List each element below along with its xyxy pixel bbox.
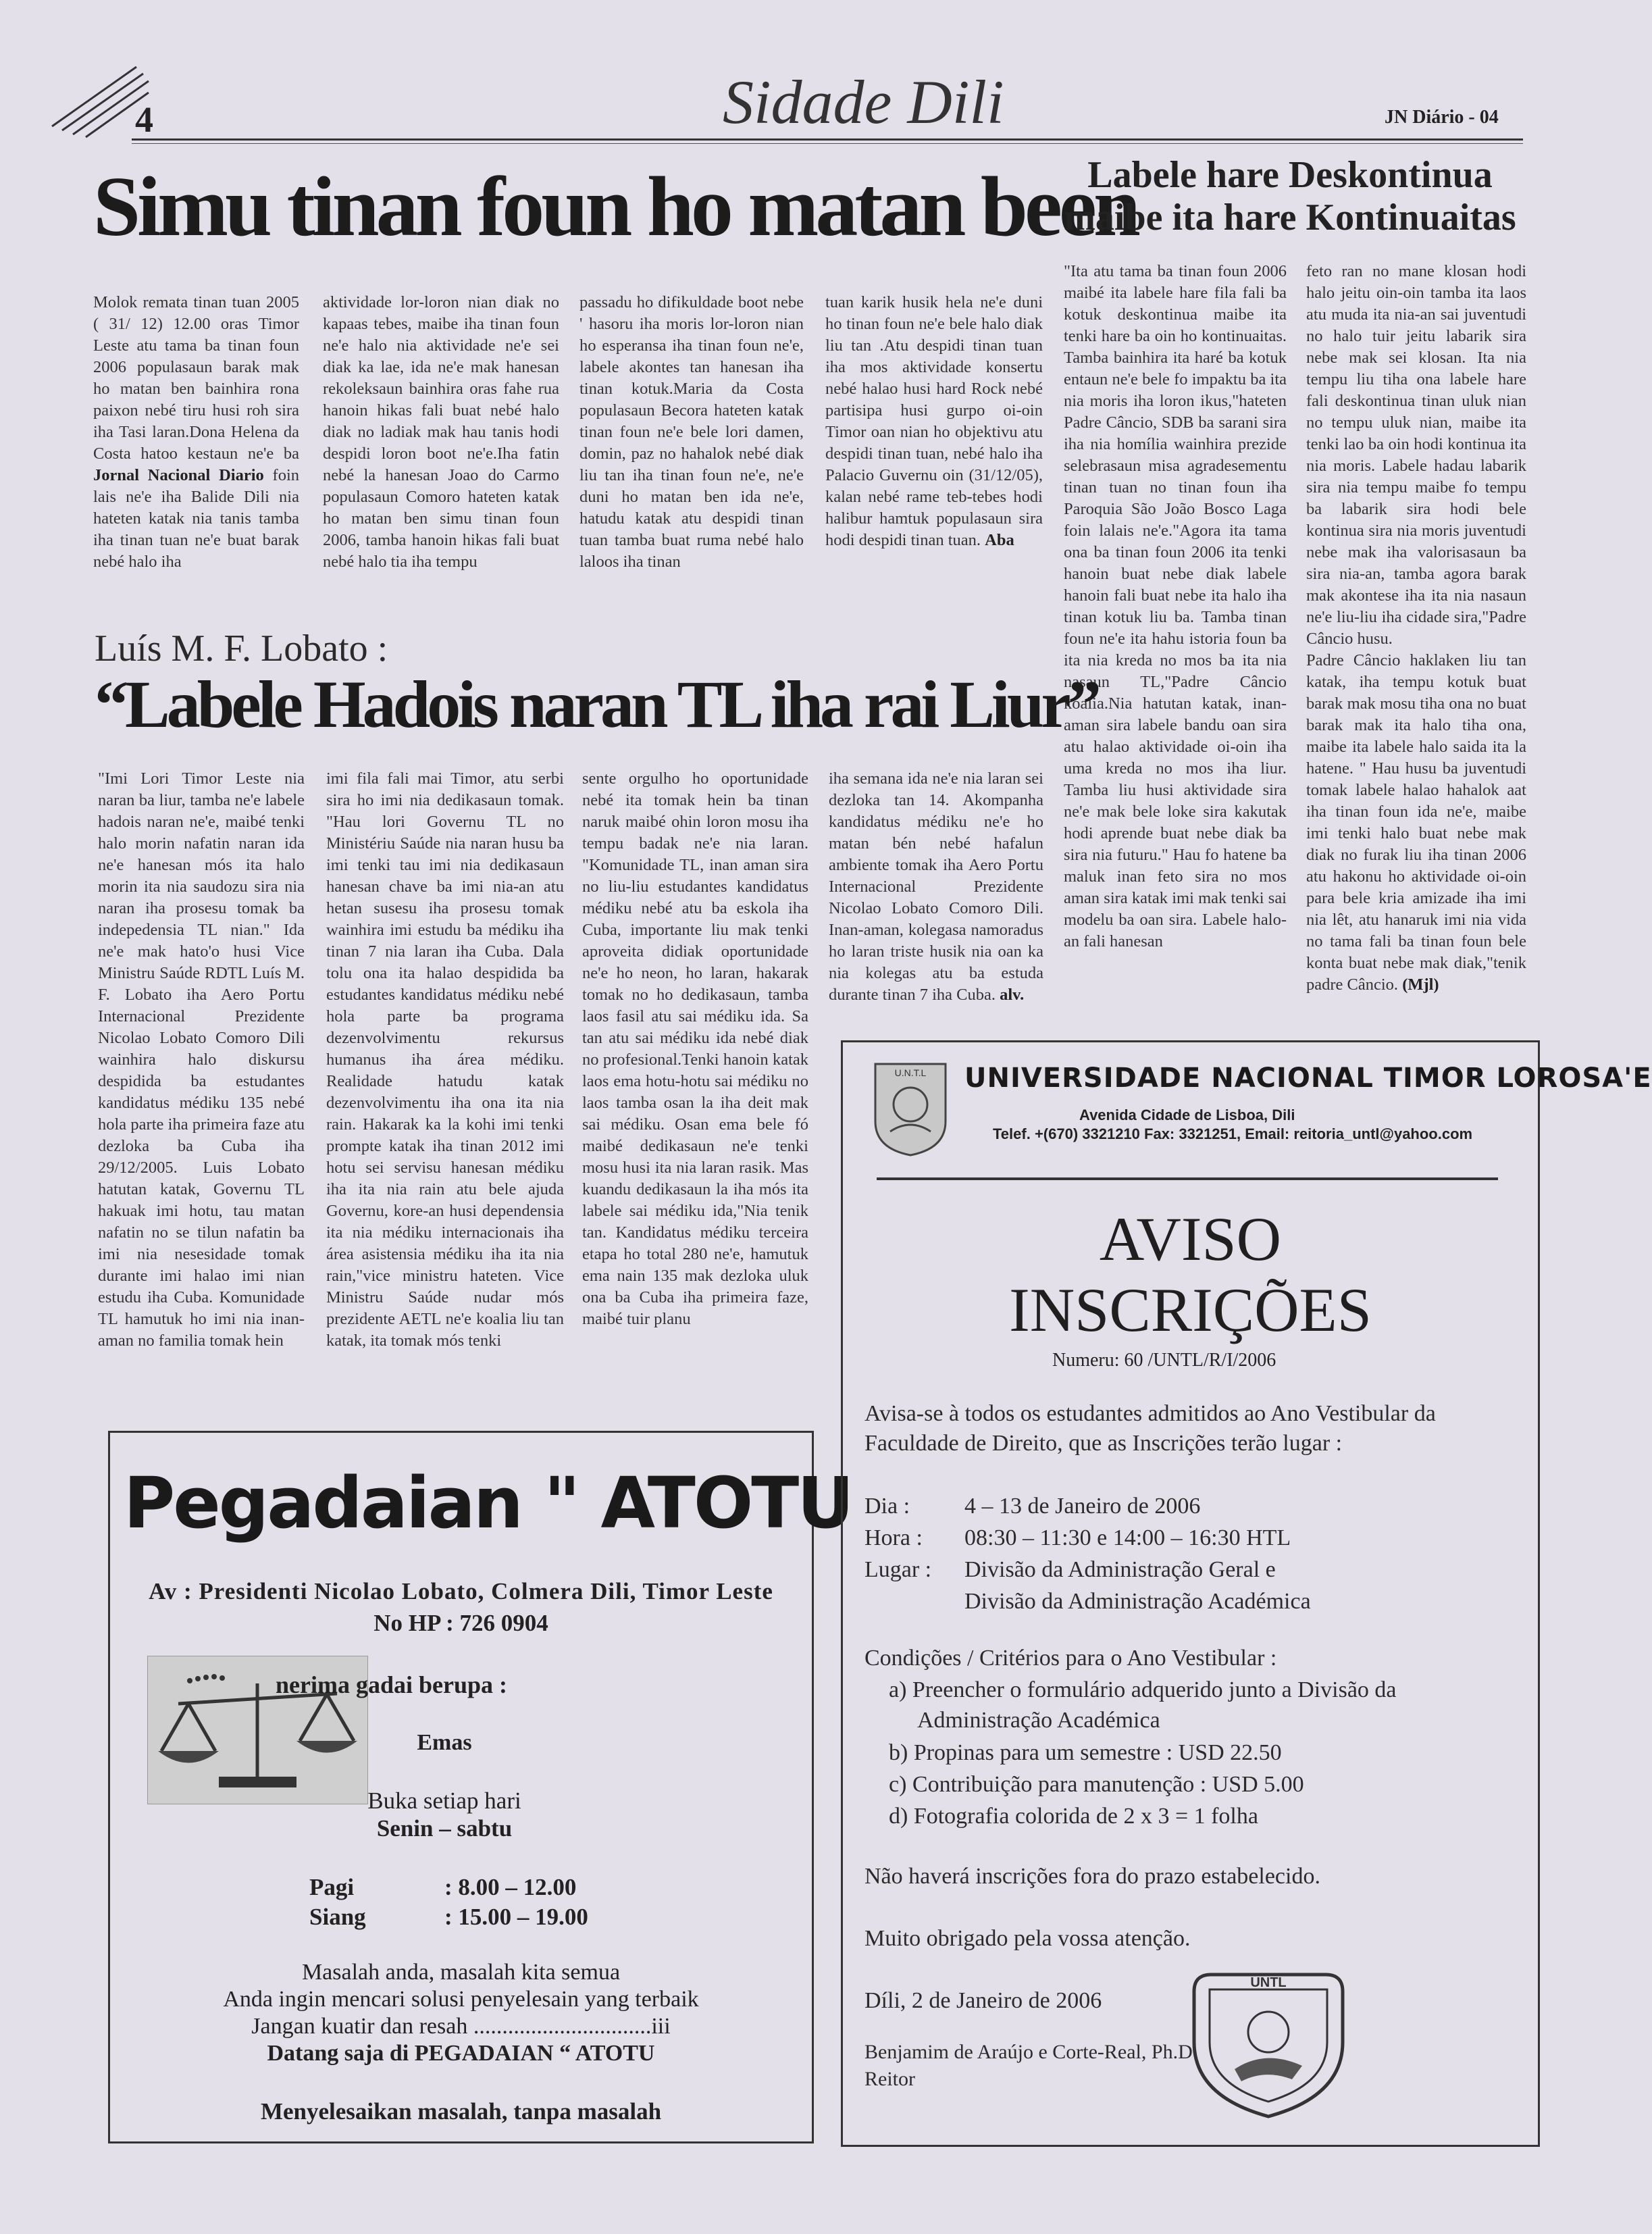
- condition-a-cont: Administração Académica: [917, 1708, 1160, 1733]
- notice-deadline: Não haverá inscrições fora do prazo estabelecido.: [864, 1864, 1320, 1889]
- university-contact: Telef. +(670) 3321210 Fax: 3321251, Email: reitoria_untl@yahoo.com: [993, 1125, 1473, 1142]
- university-seal-icon: [870, 1057, 951, 1159]
- notice-intro: Avisa-se à todos os estudantes admitidos ao Ano Vestibular da Faculdade de Direito, que as Inscrições terão lugar :: [864, 1401, 1436, 1456]
- dia-value: 4 – 13 de Janeiro de 2006: [964, 1494, 1201, 1519]
- signer-name: Benjamim de Araújo e Corte-Real, Ph.D: [864, 2041, 1193, 2063]
- dia-label: Dia :: [864, 1494, 910, 1519]
- untl-notice: [841, 1040, 1652, 2147]
- pegadaian-advertisement: [108, 1431, 852, 2143]
- article1-headline: Simu tinan foun ho matan been: [93, 160, 1137, 254]
- notice-date: Díli, 2 de Janeiro de 2006: [864, 1988, 1102, 2013]
- rector-stamp-icon: [1184, 1968, 1353, 2123]
- university-name: UNIVERSIDADE NACIONAL TIMOR LOROSA'E: [964, 1063, 1652, 1094]
- notice-number: Numeru: 60 /UNTL/R/I/2006: [1052, 1350, 1276, 1371]
- signer-role: Reitor: [864, 2068, 915, 2090]
- article2-col2-para-2: Padre Câncio haklaken liu tan katak, iha tempu kotuk buat barak mak mosu tiha ona no buat barak mak ita halo tiha ona, maibe ita labele halo saida ita la hatene. " Hau husu ba juventudi tomak labele halao hahalok aat iha tinan foun ida ne'e, maibe imi tenki halo buat nebe mak diak no furak liu iha tinan 2006 atu hakonu ho aktividade oi-oin para bele kria amizade iha imi nia lêt, atu hanaruk imi nia vida no tama fali ba tinan foun bele konta buat nebe mak diak,"tenik padre Câncio.: [1306, 651, 1526, 994]
- article1-column-1: [93, 292, 299, 573]
- article2-column-1: "Ita atu tama ba tinan foun 2006 maibé ita labele hare fila fali ba kotuk deskontinua maibe ita tenki hare ba oin ho kontinuaitas. Tamba bainhira ita haré ba kotuk entaun ne'e bele fo impaktu ba ita nia moris iha loron ikus,"hateten Padre Câncio, SDB ba sarani sira iha nia homília wainhira prezide selebrasaun misa agradesementu tinan tuan no tinan foun iha Paroquia São João Bosco Laga foin lalais ne'e."Agora ita tama ona ba tinan foun 2006 ita tenki hanoin buat nebe diak labele hanoin fali buat nebe ita halo iha tinan kotuk liu ba. Tamba tinan foun ne'e ita hahu istoria foun ba ita nia kreda no mos ba ita nia nasaun TL,"Padre Câncio koalia.Nia hatutan katak, inan-aman sira labele bandu oan sira atu halao aktividade oi-oin iha uma kreda no mos iha liur. Tamba liu husi aktividade sira ne'e mak bele loke sira kakutak hodi aprende buat nebe diak ba sira nia futuru." Hau fo hatene ba maluk inan feto sira no mos aman sira katak imi mak tenki sai modelu ba oan sira. Labele halo-an fali hanesan: [1064, 262, 1287, 950]
- pegadaian-accepts-label: nerima gadai berupa :: [276, 1671, 508, 1698]
- notice-subtitle: INSCRIÇÕES: [1009, 1275, 1372, 1344]
- header-rule: [132, 138, 1523, 141]
- article3-col4-text: iha semana ida ne'e nia laran sei dezloka tan 14. Akompanha kandidatus médiku ne'e ho matan bén nebé hafalun ambiente tomak iha Aero Portu Internacional Prezidente Nicolao Lobato Comoro Dili. Inan-aman, kolegasa namoradus ho laran triste husik nia oan ka nia kolegas atu ba estuda durante tinan 7 iha Cuba.: [829, 769, 1043, 1004]
- hours-value: : 15.00 – 19.00: [444, 1904, 588, 1930]
- university-address: Avenida Cidade de Lisboa, Dili: [1079, 1107, 1295, 1123]
- pegadaian-item: Emas: [417, 1730, 472, 1755]
- section-title: Sidade Dili: [723, 68, 1004, 136]
- pegadaian-open-label: Buka setiap hari: [367, 1787, 521, 1814]
- stamp-text: UNTL: [1250, 1975, 1287, 1990]
- newspaper-name: Jornal Nacional Diario: [93, 466, 264, 484]
- hours-value: : 8.00 – 12.00: [444, 1874, 577, 1900]
- pegadaian-phone: No HP : 726 0904: [373, 1610, 548, 1636]
- article3-column-4: [829, 768, 1043, 1006]
- notice-rule: [877, 1177, 1498, 1180]
- pegadaian-slogan-3: Jangan kuatir dan resah ...............................iii: [251, 2014, 671, 2039]
- header-rule-thin: [132, 143, 1523, 144]
- article1-col4-text: tuan karik husik hela ne'e duni ho tinan foun ne'e bele halo diak liu tan .Atu despidi tinan tuan iha mos aktividade konsertu nebé halao husi hard Rock nebé partisipa husi gurpo oi-oin Timor oan nian ho objektivu atu despidi tinan tuan, nebé halo iha Palacio Guvernu oin (31/12/05), kalan nebé rame teb-tebes hodi halibur hamtuk populasaun sira hodi despidi tinan tuan.: [825, 293, 1043, 549]
- pegadaian-slogan-4: Datang saja di PEGADAIAN “ ATOTU: [267, 2041, 655, 2066]
- article3-headline: “Labele Hadois naran TL iha rai Liur”: [95, 667, 1098, 742]
- lugar-value-1: Divisão da Administração Geral e: [964, 1557, 1276, 1582]
- article2-column-2: [1306, 261, 1526, 996]
- article3-byline: Luís M. F. Lobato :: [95, 628, 388, 669]
- author-initials: alv.: [1000, 986, 1025, 1004]
- author-initials: (Mjl): [1402, 975, 1439, 994]
- edition-label: JN Diário - 04: [1385, 107, 1499, 128]
- condition-b: b) Propinas para um semestre : USD 22.50: [889, 1740, 1282, 1765]
- hora-label: Hora :: [864, 1525, 923, 1550]
- article2-col2-para-1: feto ran no mane klosan hodi halo jeitu oin-oin tamba ita laos atu muda ita nia-an sai juventudi no halo tuir jeitu labarik sira nebe mak sei klosan. Ita nia tempu liu tiha ona labele hare fali deskontinua tinan uluk nian no tempu uluk nian, maibe ita tenki lao ba oin hodi kontinua ita nia moris. Labele hadau labarik sira nia tempu maibe fo tempu ba labarik sira hodi bele kontinua sira nia moris juventudi nebe mak iha valorisasaun ba sira nia-an, tamba agora barak mak akontese iha ita nia nasaun ne'e liu-liu iha cidade sira,"Padre Câncio husu.: [1306, 262, 1526, 648]
- condition-d: d) Fotografia colorida de 2 x 3 = 1 folha: [889, 1804, 1258, 1829]
- article3-column-2: imi fila fali mai Timor, atu serbi sira ho imi nia dedikasaun tomak. "Hau lori Governu TL no Ministériu Saúde nia naran husu ba imi tenki tau imi nia dedikasaun hanesan chave ba imi nia-an atu hetan susesu iha prosesu tomak wainhira imi estudu ba médiku iha tinan 7 nia laran iha Cuba. Dala tolu ona ita halao despidida ba estudantes kandidatus médiku nebé hola parte ba programa dezenvolvimentu rekursus humanus iha área médiku. Realidade hatudu katak dezenvolvimentu iha ona ita nia rain. Hakarak ka la kohi imi tenki prompte katak iha tinan 2012 imi hotu sei servisu hanesan médiku iha ita nia rain atu bele ajuda Governu, kore-an husi dependensia ita nia médiku internacionais iha área asistensia médiku iha ita nia rain,"vice ministru hateten. Vice Ministru Saúde nudar mós prezidente AETL ne'e koalia liu tan katak, ita tomak mós tenki: [326, 769, 564, 1350]
- conditions-title: Condições / Critérios para o Ano Vestibular :: [864, 1646, 1277, 1671]
- article3-column-1: "Imi Lori Timor Leste nia naran ba liur, tamba ne'e labele hadois naran ne'e, maibé tenki halo morin nafatin naran ida ne'e hanesan mós ita halo morin ita nia saudozu sira nia naran iha prosesu tomak ba indepedensia TL nian." Ida ne'e mak hato'o husi Vice Ministru Saúde RDTL Luís M. F. Lobato iha Aero Portu Internacional Prezidente Nicolao Lobato Comoro Dili wainhira halo diskursu despidida ba estudantes kandidatus médiku 135 nebé hola parte iha primeira faze atu dezloka ba Cuba iha 29/12/2005. Luis Lobato hatutan katak, Governu TL hakuak imi hotu, tau matan nafatin no se tilun nafatin ba imi nia nesesidade tomak durante imi halao imi nian estudu iha Cuba. Komunidade TL hamutuk ho imi nia inan-aman no familia tomak hein: [98, 769, 305, 1350]
- article1-col1-text: Molok remata tinan tuan 2005 ( 31/ 12) 12.00 oras Timor Leste atu tama ba tinan foun 2006 populasaun barak mak ho matan ben bainhira rona paixon nebé tiru husi roh sira iha Tasi laran.Dona Helena da Costa hatoo kestaun ne'e ba: [93, 293, 299, 463]
- article1-column-2: aktividade lor-loron nian diak no kapaas tebes, maibe iha tinan foun ne'e halo nia aktividade ne'e sei diak ka lae, ida ne'e mak hanesan rekoleksaun bainhira oras fahe rua hanoin hikas fali buat nebé halo diak no ladiak mak hau tanis hodi despidi loron boot ne'e.Iha fatin nebé la hanesan Joao do Carmo populasaun Comoro hateten katak ho matan ben simu tinan foun 2006, tamba hanoin hikas fali buat nebé halo tia iha tempu: [323, 293, 559, 571]
- condition-c: c) Contribuição para manutenção : USD 5.00: [889, 1772, 1304, 1797]
- pegadaian-hours-morning: [309, 1874, 577, 1901]
- page-number: 4: [135, 99, 153, 140]
- article2-headline: Labele hare Deskontinua maibe ita hare Kontinuaitas: [1064, 154, 1516, 239]
- pegadaian-title: Pegadaian " ATOTU: [124, 1462, 852, 1544]
- notice-thanks: Muito obrigado pela vossa atenção.: [864, 1926, 1191, 1951]
- hours-label: Siang: [309, 1904, 366, 1930]
- pegadaian-tagline: Menyelesaikan masalah, tanpa masalah: [260, 2098, 662, 2125]
- condition-a: a) Preencher o formulário adquerido junto a Divisão da: [889, 1677, 1397, 1702]
- article1-column-4: [825, 292, 1043, 551]
- article1-col1-text-2: foin lais ne'e iha Balide Dili nia hateten katak nia tanis tamba iha tinan tuan ne'e buat barak nebé halo iha: [93, 466, 300, 571]
- notice-title: AVISO: [1099, 1204, 1282, 1273]
- pegadaian-days: Senin – sabtu: [376, 1815, 513, 1842]
- pegadaian-address: Av : Presidenti Nicolao Lobato, Colmera Dili, Timor Leste: [149, 1578, 773, 1604]
- pegadaian-slogan-2: Anda ingin mencari solusi penyelesain yang terbaik: [223, 1987, 699, 2012]
- seal-text: U.N.T.L: [894, 1067, 927, 1078]
- hora-value: 08:30 – 11:30 e 14:00 – 16:30 HTL: [964, 1525, 1291, 1550]
- pegadaian-slogan-1: Masalah anda, masalah kita semua: [301, 1960, 621, 1985]
- article1-column-3: passadu ho difikuldade boot nebe ' hasoru iha moris lor-loron nian ho esperansa iha tinan foun ne'e, labele akontes tan hanesan iha tinan kotuk.Maria da Costa populasaun Becora hateten katak tinan foun ne'e bele lori damen, domin, paz no hahalok nebé diak liu tan iha tinan foun ne'e, ne'e duni ho matan ben ida ne'e, hatudu katak atu despidi tinan tuan tamba buat ruma nebé halo laloos iha tinan: [579, 293, 804, 571]
- hours-label: Pagi: [309, 1874, 355, 1900]
- pegadaian-hours-afternoon: [309, 1904, 588, 1931]
- lugar-value-2: Divisão da Administração Académica: [964, 1589, 1311, 1614]
- article3-column-3: sente orgulho ho oportunidade nebé ita tomak hein ba tinan naruk maibé ohin loron mosu iha tempu badak ne'e nia laran. "Komunidade TL, inan aman sira no liu-liu estudantes kandidatus médiku nebé atu ba eskola iha Cuba, importante liu mak tenki aproveita didiak oportunidade ne'e ho neon, ho laran, hakarak tomak no ho dedikasaun, tamba laos fasil atu sai médiku ida. Sa tan atu sai médiku ida nebé diak no profesional.Tenki hanoin katak laos ema hotu-hotu sai médiku no laos tamba osan la iha deit mak sai médiku. Osan ema bele fó maibé dedikasaun ne'e tenki mosu husi ita nia laran rasik. Mas kuandu dedikasaun la iha mós ita labele sai médiku ida,"Nia tenik tan. Kandidatus médiku terceira etapa ho total 280 ne'e, hamutuk ema nain 135 mak dezloka uluk ona ba Cuba iha primeira faze, maibé tuir planu: [582, 769, 808, 1328]
- author-initials: Aba: [985, 531, 1014, 549]
- lugar-label: Lugar :: [864, 1557, 932, 1582]
